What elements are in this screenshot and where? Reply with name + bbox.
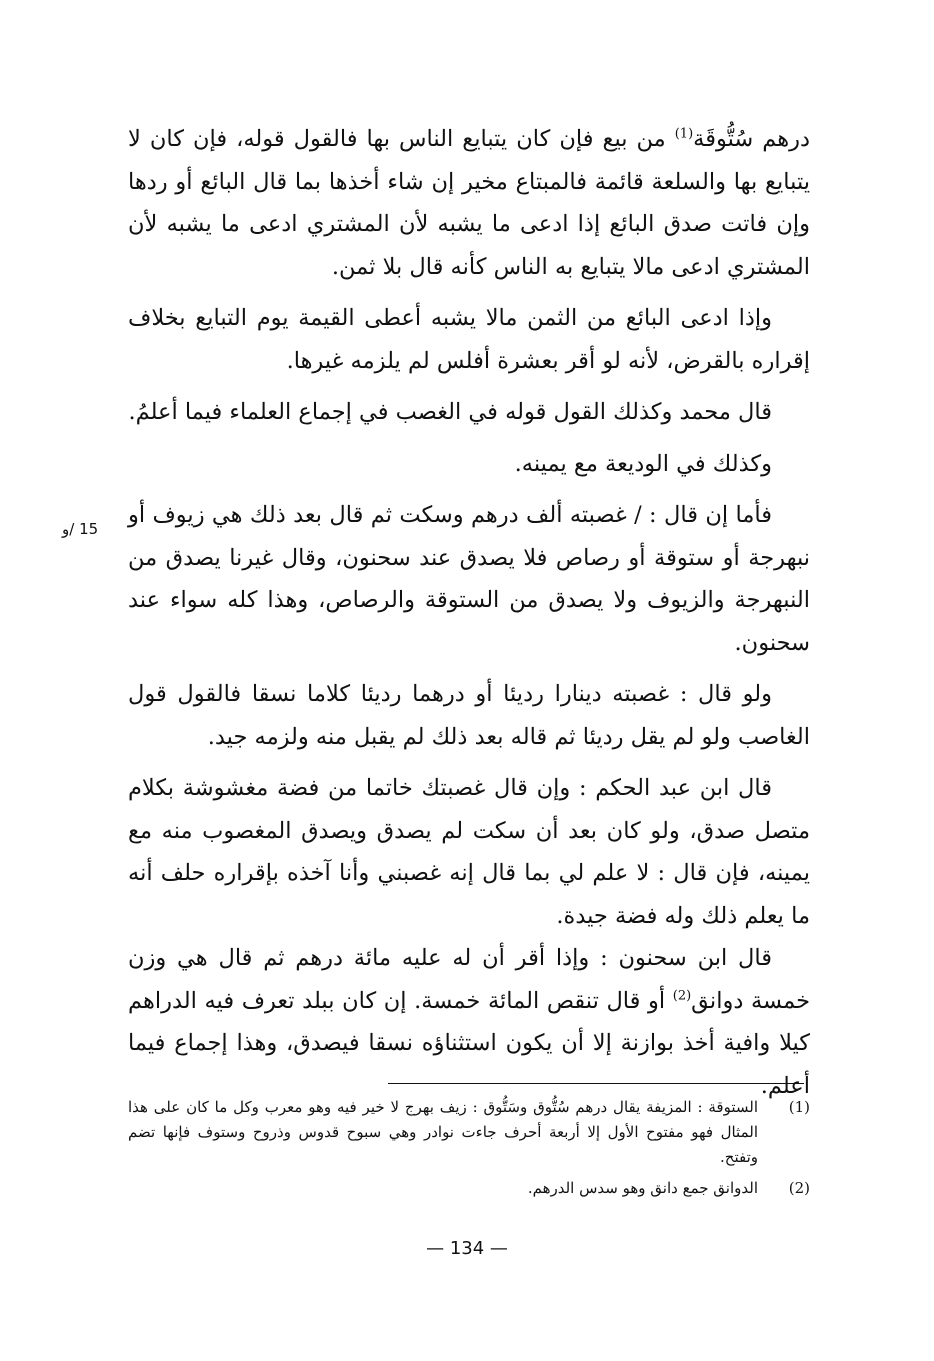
paragraph	[128, 118, 810, 288]
body-text	[128, 118, 810, 1116]
paragraph-text: درهم سُتُّوقَة	[693, 126, 810, 152]
footnote-text: الستوقة : المزيفة يقال درهم سُتُّوق وسَتُّوق : زيف بهرج لا خير فيه وهو معرب وكل ما كان على هذا المثال فهو مفتوح الأول إلا أربعة أحرف جاءت نوادر وهي سبوح قدوس وذروح وستوف فإنها تضم وتفتح.	[128, 1098, 758, 1166]
footnote-number: (2)	[788, 1179, 810, 1197]
footnote-text: الدوانق جمع دانق وهو سدس الدرهم.	[527, 1179, 758, 1197]
page-number: — 134 —	[426, 1238, 508, 1259]
paragraph: ولو قال : غصبته دينارا رديئا أو درهما رديئا كلاما نسقا فالقول قول الغاصب ولو لم يقل رديئا ثم قاله بعد ذلك لم يقبل منه ولزمه جيد.	[128, 681, 810, 750]
paragraph: قال محمد وكذلك القول قوله في الغصب في إجماع العلماء فيما أعلمُ.	[128, 399, 772, 425]
paragraph: وكذلك في الوديعة مع يمينه.	[514, 450, 772, 477]
footnotes	[128, 1095, 810, 1207]
paragraph-text: من بيع فإن كان يتبايع الناس بها فالقول قوله، فإن كان لا يتبايع بها والسلعة قائمة فالمبتاع مخير إن شاء أخذها بما قال البائع أو ردها وإن فاتت صدق البائع إذا ادعى ما يشبه لأن المشتري ادعى ما يشبه لأن المشتري ادعى مالا يتبايع به الناس كأنه قال بلا ثمن.	[128, 126, 810, 280]
footnote-reference: (2)	[672, 988, 692, 1003]
paragraph	[128, 937, 810, 1107]
footnote	[128, 1095, 810, 1170]
footnote-reference: (1)	[674, 126, 694, 142]
footnote-divider	[388, 1083, 804, 1084]
paragraph: فأما إن قال : / غصبته ألف درهم وسكت ثم قال بعد ذلك هي زيوف أو نبهرجة أو ستوقة أو رصاص فلا يصدق عند سحنون، وقال غيرنا يصدق من النبهرجة والزيوف ولا يصدق من الستوقة والرصاص، وهذا كله سواء عند سحنون.	[128, 502, 810, 656]
paragraph: قال ابن عبد الحكم : وإن قال غصبتك خاتما من فضة مغشوشة بكلام متصل صدق، ولو كان بعد أن سكت لم يصدق ويصدق المغصوب منه مع يمينه، فإن قال : لا علم لي بما قال إنه غصبني وأنا آخذه بإقراره حلف أنه ما يعلم ذلك وله فضة جيدة.	[128, 775, 810, 929]
footnote	[128, 1176, 810, 1201]
manuscript-folio-marker: 15 /و	[62, 520, 99, 538]
paragraph-text: أو قال تنقص المائة خمسة. إن كان ببلد تعرف فيه الدراهم كيلا وافية أخذ بوازنة إلا أن يكون استثناؤه نسقا فيصدق، وهذا إجماع فيما أعلم.	[128, 987, 810, 1099]
paragraph-text: قال ابن سحنون : وإذا أقر أن له عليه مائة درهم ثم قال هي وزن خمسة دوانق	[128, 945, 810, 1014]
footnote-number: (1)	[788, 1098, 810, 1116]
paragraph: وإذا ادعى البائع من الثمن مالا يشبه أعطى القيمة يوم التبايع بخلاف إقراره بالقرض، لأنه لو أقر بعشرة أفلس لم يلزمه غيرها.	[128, 305, 810, 374]
